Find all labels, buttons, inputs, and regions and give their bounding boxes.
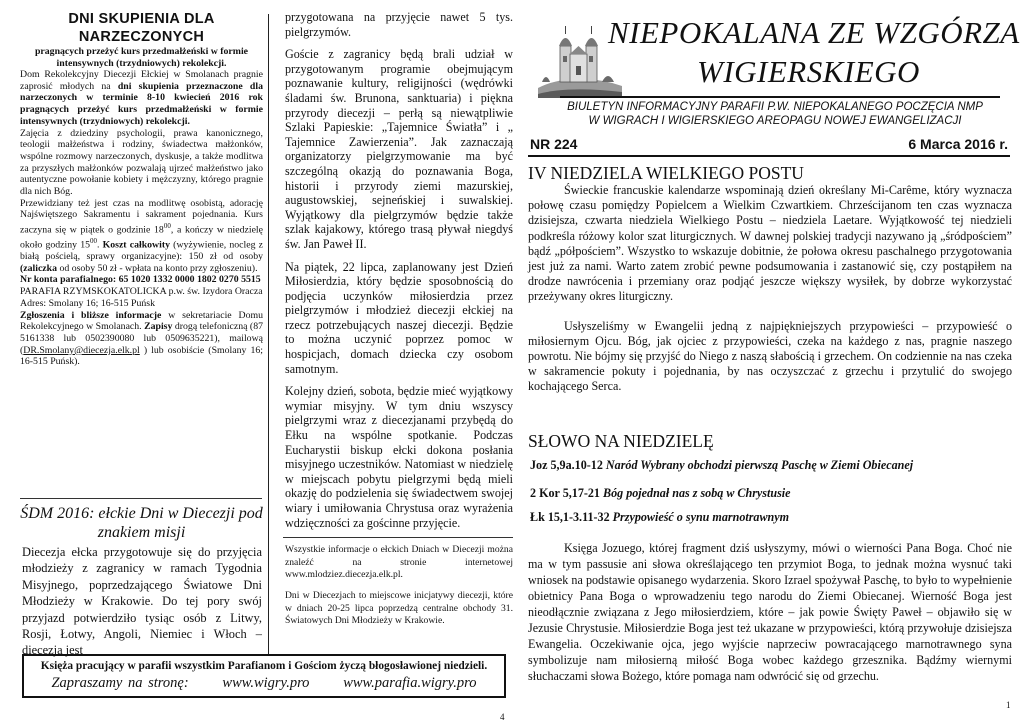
- deposit-label: (zaliczka: [20, 262, 57, 274]
- parish-address: Adres: Smolany 16; 16-515 Puńsk: [20, 297, 155, 309]
- website-link-2[interactable]: www.parafia.wigry.pro: [343, 675, 477, 691]
- divider: [20, 498, 262, 499]
- sdm-note-website: Wszystkie informacje o ełckich Dniach w Diecezji można znaleźć na stronie internetowej www.mlodziez.diecezja.elk.pl.: [285, 544, 513, 581]
- masthead-rule: [560, 96, 1000, 98]
- retreat-text: , a kończy w niedzielę około godziny 15: [20, 224, 263, 251]
- applications-text: w sekretariacie Domu Rekolekcyjnego w Smolanach.: [20, 309, 263, 333]
- issue-date: 6 Marca 2016 r.: [908, 136, 1008, 152]
- records-text: ) lub osobiście (Smolany 16; 16-515 Puńsk).: [20, 344, 263, 368]
- reading-2: [530, 486, 1010, 501]
- records-text: drogą telefoniczną (87 5161338 lub 0502390080 lub 0509635221), mailową (: [20, 321, 263, 356]
- column-divider: [268, 14, 269, 654]
- websites-line: [24, 673, 504, 693]
- reading-ref: 2 Kor 5,17-21: [530, 486, 600, 500]
- reading-ref: Łk 15,1-3.11-32: [530, 510, 610, 524]
- article-1-paragraph-1: Świeckie francuskie kalendarze wspominają dzień określany Mi-Carême, który wyznacza połowę czasu pomiędzy Popielcem a Wielkim Czwartkiem. Chrześcijanom ten czas wyznacza dzisiejsza, czwarta niedziela Wielkiego Postu – niedziela Laetare. Wyjątkowość tej niedzieli podkreśla różowy kolor szat liturgicznych. W dawnej polskiej tradycji nazywano ją „śródpościem” bądź „półpościem”. Wszystko to wskazuje dobitnie, że połowa okresu paschalnego przygotowania jest już za nami. Warto zatem zrobić pewne podsumowania i zastanowić się, czy postąpiłem na drodze nawrócenia i przemiany oraz podjąć jeszcze większy wysiłek, by dobrze wykorzystać przeżywany okres liturgiczny.: [528, 183, 1012, 304]
- retreat-dates: dni skupienia przeznaczone dla narzeczonych w terminie 8-10 kwiecień 2016 rok pragnących przeżyć kurs przedmałżeński w formie intensywnych (trzydniowych) rekolekcji.: [20, 80, 263, 127]
- reading-title: Bóg pojednał nas z sobą w Chrystusie: [603, 486, 791, 500]
- page-number-right: 1: [1006, 700, 1011, 710]
- time-sup: 00: [163, 222, 171, 231]
- retreat-contact: [20, 310, 263, 369]
- retreat-text: Dom Rekolekcyjny Diecezji Ełckiej w Smolanach pragnie zaprosić młodych na: [20, 69, 263, 92]
- retreat-paragraph-1: [20, 69, 263, 128]
- issue-number: NR 224: [530, 136, 578, 152]
- parish-name: PARAFIA RZYMSKOKATOLICKA p.w. św. Izydora Oracza: [20, 286, 263, 298]
- reading-1: [530, 458, 1010, 473]
- masthead-title-line-1: NIEPOKALANA ZE WZGÓRZA: [608, 15, 1020, 50]
- retreat-text: Przewidziany też jest czas na modlitwę osobistą, adorację Najświętszego Sakramentu i sakrament pojednania. Kurs zaczyna się w piątek o godzinie 18: [20, 197, 263, 236]
- records-label: Zapisy: [144, 321, 173, 333]
- reading-title: Przypowieść o synu marnotrawnym: [612, 510, 790, 524]
- cost-label: Koszt całkowity: [102, 239, 171, 251]
- reading-title: Naród Wybrany obchodzi pierwszą Paschę w Ziemi Obiecanej: [605, 458, 914, 472]
- divider: [283, 537, 513, 538]
- article-1-paragraph-2: Usłyszeliśmy w Ewangelii jedną z najpiękniejszych przypowieści – przypowieść o miłosiernym Ojcu. Bóg, jak ojciec z przypowieści, czeka na każdego z nas, pragnie naszego powrotu. Nie bójmy się przyjść do Niego z naszą słabością i grzechem. On codziennie na nas czeka w sakramencie pokuty i pojednania, by nas oczyszczać z grzechu i przytulić do swojego kochającego Serca.: [528, 318, 1012, 394]
- blessing-line: Księża pracujący w parafii wszystkim Parafianom i Gościom życzą błogosławionej niedzieli.: [40, 660, 488, 672]
- retreat-article: [20, 10, 263, 510]
- sdm-body: Diecezja ełcka przygotowuje się do przyjęcia młodzieży z zagranicy w ramach Tygodnia Misyjnego, poprzedzającego Światowe Dni Młodzieży w Krakowie. Do tej pory swój przyjazd potwierdziło tysiąc osób z Litwy, Rosji, Łotwy, Angoli, Niemiec i Włoch – diecezja jest: [22, 545, 262, 658]
- retreat-title: DNI SKUPIENIA DLA NARZECZONYCH: [68, 11, 215, 45]
- article-1-title: IV NIEDZIELA WIELKIEGO POSTU: [528, 163, 804, 183]
- retreat-paragraph-3: [20, 198, 263, 275]
- email-link[interactable]: DR.Smolany@diecezja.elk.pl: [23, 344, 140, 356]
- retreat-paragraph-2: Zajęcia z dziedziny psychologii, prawa kanonicznego, teologii małżeństwa i rodziny, świadectwa małżonków, wspólne rozmowy narzeczonych, dyskusje, a także modlitwa za przyszłych małżonków pozwalają ujrzeć małżeństwo jako autentyczne powołanie kobiety i mężczyzny, którego pragnie dla nich Bóg.: [20, 127, 263, 198]
- sdm-paragraph: Na piątek, 22 lipca, zaplanowany jest Dzień Miłosierdzia, który będzie sposobnością do podjęcia uczynków miłosierdzia przez pielgrzymów i młodzież diecezji ełckiej na rzecz potrzebujących naszej diecezji. Będzie to można uczynić poprzez pomoc w hospicjach, domach dziecka czy osobom samotnym.: [285, 259, 513, 376]
- article-2-title: SŁOWO NA NIEDZIELĘ: [528, 431, 714, 451]
- issue-rule: [528, 155, 1010, 157]
- sdm-paragraph: Goście z zagranicy będą brali udział w przygotowanym programie obejmującym poznawanie kultury, religijności (wędrówki śladami św. Brunona, sanktuaria) i piękna przyrody diecezji – perłą są niewątpliwie Szlaki Papieskie: „Tajemnice Światła” i „ Tajemnice Zawierzenia”. Jak zaznaczają organizatorzy pielgrzymowanie ma być szczególną okazją do poznawania Boga, historii i przyrody ziemi mazurskiej, augustowskiej, sejneńskiej i suwalskiej. Wyjątkowy dla pielgrzymów będzie także szlak kajakowy, którego trasą pływał niegdyś św. Jan Paweł II.: [285, 47, 513, 251]
- sdm-article-continued: [285, 10, 513, 650]
- time-sup: 00: [90, 237, 97, 246]
- sdm-title: ŚDM 2016: ełckie Dni w Diecezji pod znakiem misji: [20, 505, 263, 541]
- invite-text: Zapraszamy na stronę:: [51, 675, 189, 691]
- deposit-text: od osoby 50 zł - wpłata na konto przy zgłoszeniu).: [57, 262, 258, 274]
- footer-box: [22, 654, 506, 698]
- sdm-note-dates: Dni w Diecezjach to miejscowe inicjatywy diecezji, które w dniach 20-25 lipca poprzedzą centralne obchody 31. Światowych Dni Młodzieży w Krakowie.: [285, 589, 513, 627]
- reading-3: [530, 510, 1010, 525]
- website-link-1[interactable]: www.wigry.pro: [222, 675, 310, 691]
- sdm-paragraph: Kolejny dzień, sobota, będzie mieć wyjątkowy wymiar misyjny. W tym dniu wszyscy pielgrzymi wraz z diecezjanami przybędą do Ełku na wspólne spotkanie. Podczas Eucharystii biskup ełcki dokona posłania misyjnego uczestników. Natomiast w niedzielę w miejscach pobytu pielgrzymi będą mieli okazję do podzielenia się świadectwem swojej wiary i umiłowania Chrystusa oraz wyrażenia wdzięczności za gościnne przyjęcie.: [285, 384, 513, 530]
- sdm-paragraph: przygotowana na przyjęcie nawet 5 tys. pielgrzymów.: [285, 10, 513, 39]
- reading-ref: Joz 5,9a.10-12: [530, 458, 603, 472]
- masthead-subtitle-2: W WIGRACH I WIGIERSKIEGO AREOPAGU NOWEJ EWANGELIZACJI: [588, 115, 962, 127]
- cost-text: (wyżywienie, nocleg z białą pościelą, sprawy organizacyjne): 150 zł od osoby: [20, 239, 263, 263]
- retreat-text: .: [97, 239, 100, 251]
- retreat-subtitle: pragnących przeżyć kurs przedmałżeński w formie intensywnych (trzydniowych) rekolekcji.: [34, 46, 249, 69]
- page-number-left: 4: [500, 712, 505, 722]
- bank-account: Nr konta parafialnego: 65 1020 1332 0000 1802 0270 5515: [20, 274, 261, 286]
- applications-label: Zgłoszenia i bliższe informacje: [20, 309, 162, 321]
- masthead-title-line-2: WIGIERSKIEGO: [697, 54, 920, 89]
- article-2-body: Księga Jozuego, której fragment dziś usłyszymy, mówi o wierności Pana Boga. Choć nie ma w tym passusie ani słowa określającego ten przymiot Boga, to jednak można wysnuć taki wniosek na podstawie opisanego wydarzenia. Skoro Izrael spożywał Paschę, to było to wypełnienie obietnicy Pana Boga o wprowadzeniu tego narodu do Ziemi Obiecanej. Wierność Boga jest nieodłącznie związana z Jego miłosierdziem, które – jak powie Święty Paweł – objawiło się w Jezusie Chrystusie. Miłosierdzie Boga jest też ukazane w przypowieści, którą przywołuje dzisiejsza Ewangelia. Oczekiwanie ojca, jego wyjście naprzeciw powracającego marnotrawnego syna symbolizuje nam miłosierną miłość Boga wobec każdego grzesznika. Bądźmy wiernymi słuchaczami słowa Bożego, które pomaga nam odwrócić się od grzechu.: [528, 541, 1012, 683]
- article-1-body: [528, 183, 1012, 409]
- masthead-subtitle-1: BIULETYN INFORMACYJNY PARAFII P.W. NIEPOKALANEGO POCZĘCIA NMP: [567, 101, 983, 113]
